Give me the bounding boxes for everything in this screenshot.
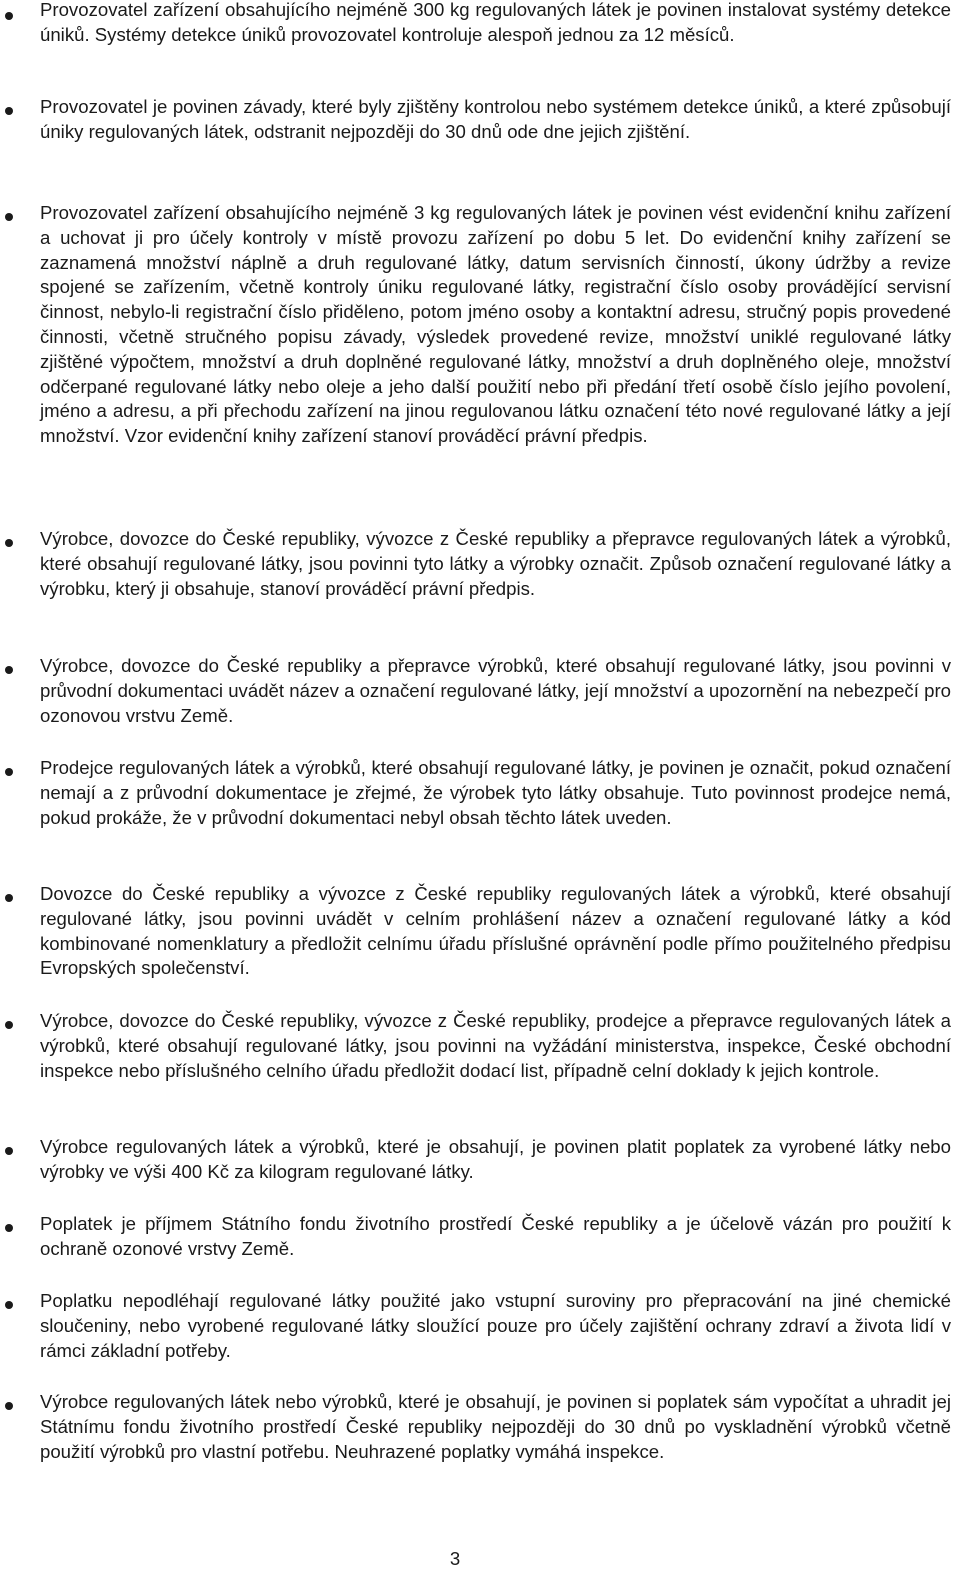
paragraph-text: Provozovatel zařízení obsahujícího nejméně 3 kg regulovaných látek je povinen vést evidenční knihu zařízení a uchovat ji pro účely kontroly v místě provozu zařízení po dobu 5 let. Do evidenční knihy zařízení se zaznamená množství náplně a druh regulované látky, datum servisních činností, úkony údržby a revize spojené se zařízením, včetně kontroly úniku regulované látky, registrační číslo osoby provádějící servisní činnost, nebylo-li registrační číslo přiděleno, potom jméno osoby a kontaktní adresu, stručný popis provedené činnosti, včetně stručného popisu závady, výsledek provedené revize, množství uniklé regulované látky zjištěné výpočtem, množství a druh doplněné regulované látky, množství a druh doplněného oleje, množství odčerpané regulované látky nebo oleje a jeho další použití nebo při předání třetí osobě číslo jejího povolení, jméno a adresu, a při přechodu zařízení na jinou regulovanou látku označení této nové regulované látky a její množství. Vzor evidenční knihy zařízení stanoví prováděcí právní předpis. bbox=[40, 202, 951, 447]
paragraph-text: Provozovatel zařízení obsahujícího nejméně 300 kg regulovaných látek je povinen instalovat systémy detekce úniků. Systémy detekce úniků provozovatel kontroluje alespoň jednou za 12 měsíců. bbox=[40, 0, 951, 45]
bullet-icon bbox=[5, 1402, 13, 1410]
bullet-icon bbox=[5, 12, 13, 20]
paragraph-text: Prodejce regulovaných látek a výrobků, které obsahují regulované látky, je povinen je označit, pokud označení nemají a z průvodní dokumentace je zřejmé, že výrobek tyto látky obsahuje. Tuto povinnost prodejce nemá, pokud prokáže, že v průvodní dokumentaci nebyl obsah těchto látek uveden. bbox=[40, 757, 951, 828]
paragraph-text: Výrobce regulovaných látek nebo výrobků, které je obsahují, je povinen si poplatek sám vypočítat a uhradit jej Státnímu fondu životního prostředí České republiky nejpozději do 30 dnů po vyskladnění výrobků včetně použití výrobků pro vlastní potřebu. Neuhrazené poplatky vymáhá inspekce. bbox=[40, 1391, 951, 1462]
bullet-icon bbox=[5, 1147, 13, 1155]
bullet-icon bbox=[5, 894, 13, 902]
bullet-icon bbox=[5, 1021, 13, 1029]
bullet-icon bbox=[5, 107, 13, 115]
bullet-icon bbox=[5, 1301, 13, 1309]
paragraph-text: Dovozce do České republiky a vývozce z České republiky regulovaných látek a výrobků, které obsahují regulované látky, jsou povinni uvádět v celním prohlášení název a označení regulované látky a kód kombinované nomenklatury a předložit celnímu úřadu příslušné oprávnění podle přímo použitelného předpisu Evropských společenství. bbox=[40, 883, 951, 979]
paragraph-text: Výrobce regulovaných látek a výrobků, které je obsahují, je povinen platit poplatek za vyrobené látky nebo výrobky ve výši 400 Kč za kilogram regulované látky. bbox=[40, 1136, 951, 1182]
bullet-icon bbox=[5, 539, 13, 547]
paragraph-text: Poplatek je příjmem Státního fondu životního prostředí České republiky a je účelově vázán pro použití k ochraně ozonové vrstvy Země. bbox=[40, 1213, 951, 1259]
bullet-icon bbox=[5, 213, 13, 221]
bullet-icon bbox=[5, 1224, 13, 1232]
paragraph-text: Provozovatel je povinen závady, které byly zjištěny kontrolou nebo systémem detekce úniků, a které způsobují úniky regulovaných látek, odstranit nejpozději do 30 dnů ode dne jejich zjištění. bbox=[40, 96, 951, 142]
bullet-icon bbox=[5, 768, 13, 776]
bullet-icon bbox=[5, 666, 13, 674]
paragraph-text: Výrobce, dovozce do České republiky a přepravce výrobků, které obsahují regulované látky, jsou povinni v průvodní dokumentaci uvádět název a označení regulované látky, její množství a upozornění na nebezpečí pro ozonovou vrstvu Země. bbox=[40, 655, 951, 726]
paragraph-text: Výrobce, dovozce do České republiky, vývozce z České republiky, prodejce a přepravce regulovaných látek a výrobků, které obsahují regulované látky, jsou povinni na vyžádání ministerstva, inspekce, České obchodní inspekce nebo příslušného celního úřadu předložit dodací list, případně celní doklady k jejich kontrole. bbox=[40, 1010, 951, 1081]
page-number-label: 3 bbox=[449, 1548, 461, 1569]
paragraph-text: Výrobce, dovozce do České republiky, vývozce z České republiky a přepravce regulovaných látek a výrobků, které obsahují regulované látky, jsou povinni tyto látky a výrobky označit. Způsob označení regulované látky a výrobku, který ji obsahuje, stanoví prováděcí právní předpis. bbox=[40, 528, 951, 599]
paragraph-text: Poplatku nepodléhají regulované látky použité jako vstupní suroviny pro přepracování na jiné chemické sloučeniny, nebo vyrobené regulované látky sloužící pouze pro účely zajištění ochrany zdraví a života lidí v rámci základní potřeby. bbox=[40, 1290, 951, 1361]
page-number bbox=[0, 1547, 960, 1571]
